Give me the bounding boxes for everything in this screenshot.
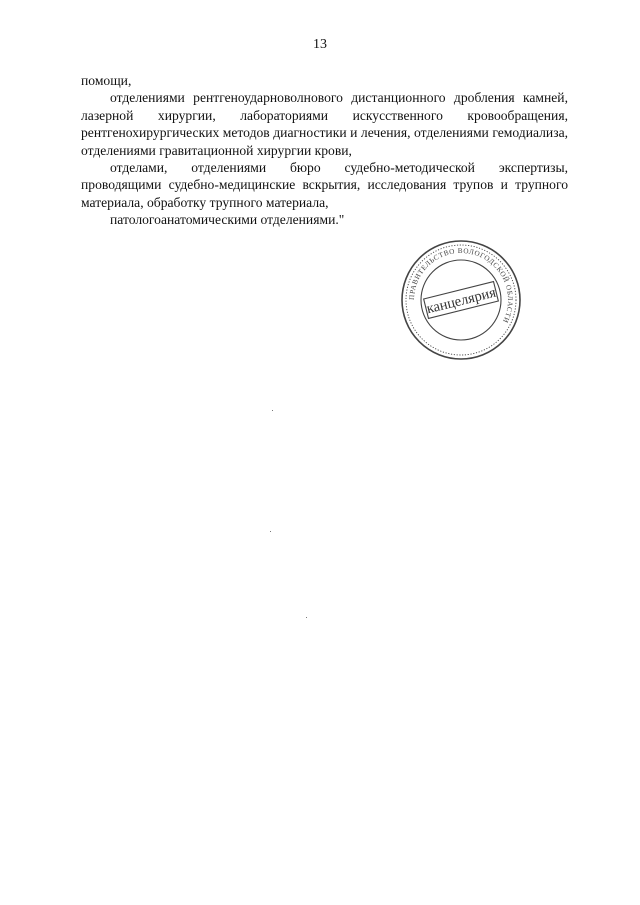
office-stamp: [399, 238, 523, 362]
document-body: [81, 72, 568, 229]
scan-speck: [272, 410, 273, 411]
page-number: 13: [313, 37, 327, 52]
paragraph-2: отделениями рентгеноударноволнового дистанционного дробления камней, лазерной хирургии, лабораториями искусственного кровообращения, рентгенохирургических методов диагностики и лечения, отделениями гемодиализа, отделениями гравитационной хирургии крови,: [81, 90, 568, 158]
stamp-ring-text: ПРАВИТЕЛЬСТВО ВОЛОГОДСКОЙ ОБЛАСТИ: [407, 246, 515, 325]
scan-speck: [306, 617, 307, 618]
stamp-center-text: канцелярия: [424, 284, 498, 318]
scan-speck: [270, 531, 271, 532]
paragraph-1: помощи,: [81, 73, 132, 88]
paragraph-4: патологоанатомическими отделениями.": [110, 212, 345, 228]
paragraph-3: отделами, отделениями бюро судебно-методической экспертизы, проводящими судебно-медицинские вскрытия, исследования трупов и трупного материала, обработку трупного материала,: [81, 160, 568, 210]
